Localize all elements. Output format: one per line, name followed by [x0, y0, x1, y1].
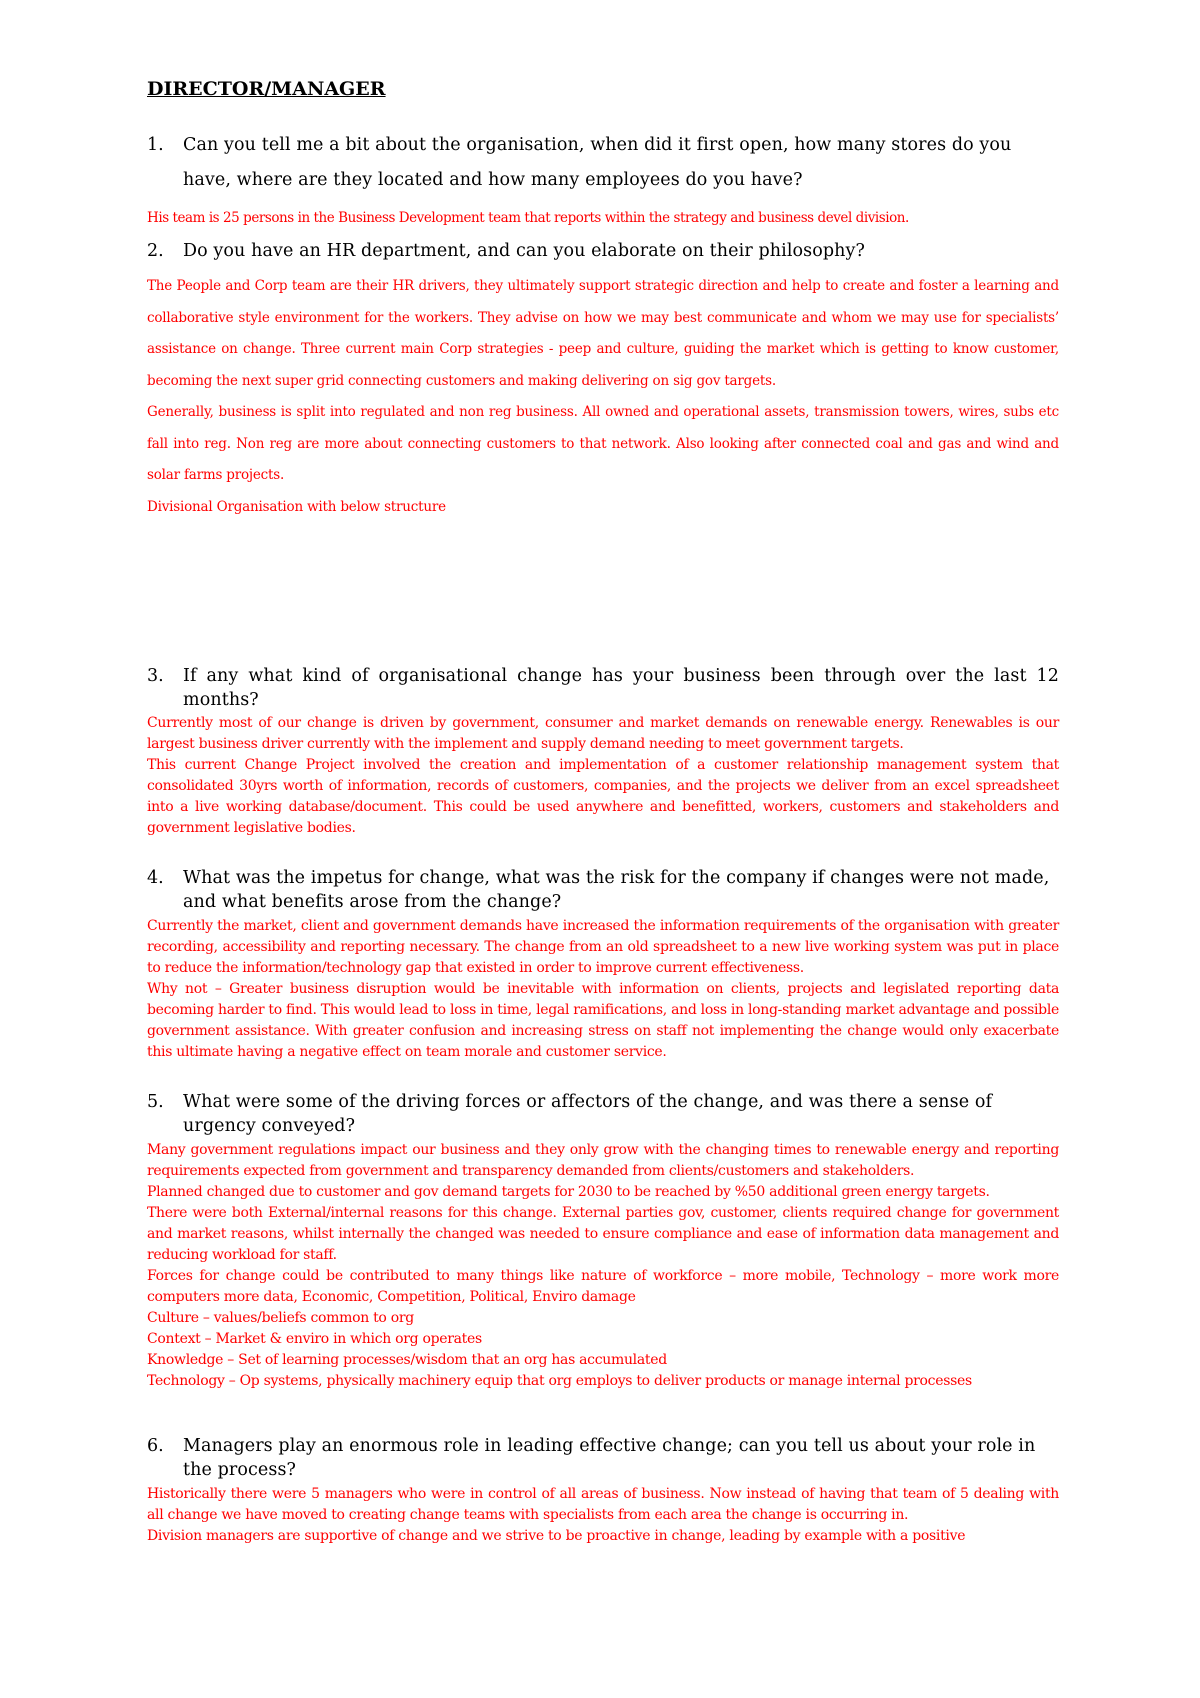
question-6 — [147, 1434, 1059, 1482]
answer-paragraph: Planned changed due to customer and gov demand targets for 2030 to be reached by %50 additional green energy targets. — [147, 1184, 990, 1200]
answer-paragraph: Historically there were 5 managers who were in control of all areas of business. Now instead of having that team of 5 dealing with all change we have moved to creating change teams with specialists from each area the change is occurring in. — [147, 1486, 1059, 1523]
page-title: DIRECTOR/MANAGER — [147, 78, 386, 100]
answer-paragraph: The People and Corp team are their HR drivers, they ultimately support strategic direction and help to create and foster a learning and collaborative style environment for the workers. They advise on how we may best communicate and whom we may use for specialists’ assistance on change. Three current main Corp strategies - peep and culture, guiding the market which is getting to know customer, becoming the next super grid connecting customers and making delivering on sig gov targets. — [147, 278, 1059, 389]
question-text: Do you have an HR department, and can you elaborate on their philosophy? — [183, 241, 866, 261]
question-3 — [147, 664, 1059, 712]
question-text: What was the impetus for change, what was the risk for the company if changes were not made, and what benefits arose from the change? — [183, 868, 1050, 912]
question-5 — [147, 1090, 1059, 1138]
answer-paragraph: Technology – Op systems, physically machinery equip that org employs to deliver products or manage internal processes — [147, 1373, 972, 1389]
answer-paragraph: Many government regulations impact our business and they only grow with the changing times to renewable energy and reporting requirements expected from government and transparency demanded from clients/customers and stakeholders. — [147, 1142, 1059, 1179]
answer-paragraph: Culture – values/beliefs common to org — [147, 1310, 414, 1326]
answer-paragraph: Forces for change could be contributed to many things like nature of workforce – more mobile, Technology – more work more computers more data, Economic, Competition, Political, Enviro damage — [147, 1268, 1059, 1305]
answer-5 — [147, 1140, 1059, 1392]
answer-paragraph: Currently most of our change is driven by government, consumer and market demands on renewable energy. Renewables is our largest business driver currently with the implement and supply demand needing to meet government targets. — [147, 715, 1059, 752]
answer-paragraph: Why not – Greater business disruption would be inevitable with information on clients, projects and legislated reporting data becoming harder to find. This would lead to loss in time, legal ramifications, and loss in long-standing market advantage and possible government assistance. With greater confusion and increasing stress on staff not implementing the change would only exacerbate this ultimate having a negative effect on team morale and customer service. — [147, 981, 1059, 1060]
question-text: Managers play an enormous role in leading effective change; can you tell us about your role in the process? — [183, 1436, 1036, 1480]
answer-paragraph: Currently the market, client and government demands have increased the information requirements of the organisation with greater recording, accessibility and reporting necessary. The change from an old spreadsheet to a new live working system was put in place to reduce the information/technology gap that existed in order to improve current effectiveness. — [147, 918, 1059, 976]
answer-6 — [147, 1484, 1059, 1547]
answer-1 — [147, 203, 1059, 234]
question-text: Can you tell me a bit about the organisation, when did it first open, how many stores do you have, where are they located and how many employees do you have? — [183, 135, 1012, 190]
question-number: 4. — [147, 868, 164, 888]
answer-paragraph: Generally, business is split into regulated and non reg business. All owned and operational assets, transmission towers, wires, subs etc fall into reg. Non reg are more about connecting customers to that network. Also looking after connected coal and gas and wind and solar farms projects. — [147, 404, 1059, 483]
answer-paragraph: This current Change Project involved the creation and implementation of a customer relationship management system that consolidated 30yrs worth of information, records of customers, companies, and the projects we deliver from an excel spreadsheet into a live working database/document. This could be used anywhere and benefitted, workers, customers and stakeholders and government legislative bodies. — [147, 757, 1059, 836]
answer-4 — [147, 916, 1059, 1063]
answer-paragraph: His team is 25 persons in the Business Development team that reports within the strategy and business devel division. — [147, 210, 909, 226]
question-text: If any what kind of organisational change has your business been through over the last 12 months? — [183, 666, 1059, 710]
question-text: What were some of the driving forces or affectors of the change, and was there a sense of urgency conveyed? — [183, 1092, 993, 1136]
question-number: 5. — [147, 1092, 164, 1112]
question-1 — [147, 128, 1059, 198]
question-number: 6. — [147, 1436, 164, 1456]
answer-2 — [147, 271, 1059, 523]
question-number: 1. — [147, 135, 164, 155]
question-number: 2. — [147, 241, 164, 261]
question-2 — [147, 241, 1059, 261]
answer-paragraph: Division managers are supportive of change and we strive to be proactive in change, leading by example with a positive — [147, 1528, 966, 1544]
answer-paragraph: Knowledge – Set of learning processes/wisdom that an org has accumulated — [147, 1352, 667, 1368]
answer-paragraph: Divisional Organisation with below structure — [147, 498, 446, 515]
question-4 — [147, 866, 1059, 914]
answer-paragraph: Context – Market & enviro in which org operates — [147, 1331, 482, 1347]
answer-paragraph: There were both External/internal reasons for this change. External parties gov, customer, clients required change for government and market reasons, whilst internally the changed was needed to ensure compliance and ease of information data management and reducing workload for staff. — [147, 1205, 1059, 1263]
question-number: 3. — [147, 666, 164, 686]
answer-3 — [147, 713, 1059, 839]
